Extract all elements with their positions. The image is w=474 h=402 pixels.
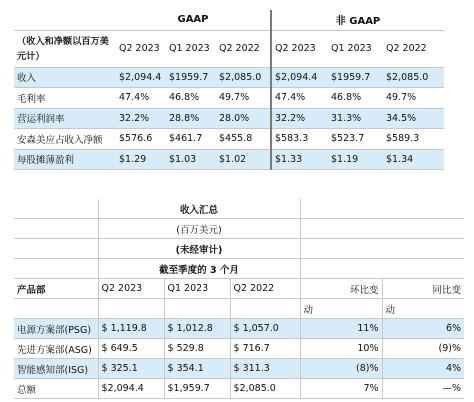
cell: $1959.7 xyxy=(328,67,383,88)
row-label: 总额 xyxy=(14,379,98,399)
cell: $1959.7 xyxy=(166,67,216,88)
unit-row xyxy=(14,219,464,239)
column-header: Q1 2023 xyxy=(166,30,216,67)
revenue-summary-table xyxy=(14,199,464,399)
row-label: 毛利率 xyxy=(14,88,116,109)
cell: 49.7% xyxy=(383,88,444,109)
cell: $2,094.4 xyxy=(116,67,166,88)
cell: $1.19 xyxy=(328,149,383,170)
column-header: Q2 2022 xyxy=(383,30,444,67)
cell: $ 1,012.8 xyxy=(164,319,230,339)
column-header: Q1 2023 xyxy=(164,279,230,299)
row-label: 营运利润率 xyxy=(14,108,116,129)
cell: 32.2% xyxy=(116,108,166,129)
cell: $1.33 xyxy=(271,149,328,170)
column-header: Q2 2023 xyxy=(271,30,328,67)
column-header: Q2 2022 xyxy=(216,30,271,67)
cell: 46.8% xyxy=(166,88,216,109)
financial-summary-table xyxy=(14,10,444,170)
qoq-header: 环比变 xyxy=(300,279,382,299)
cell: 11% xyxy=(300,319,382,339)
unit-label: （收入和净额以百万美元计） xyxy=(14,30,116,67)
unaudited-label: (未经审计) xyxy=(98,239,300,259)
group-header-row xyxy=(14,10,444,30)
table-row xyxy=(14,129,444,150)
cell: 28.8% xyxy=(166,108,216,129)
cell: 7% xyxy=(300,379,382,399)
cell: $2,094.4 xyxy=(98,379,164,399)
cell: 46.8% xyxy=(328,88,383,109)
cell: $576.6 xyxy=(116,129,166,150)
title-row xyxy=(14,199,464,219)
column-header-row xyxy=(14,279,464,299)
row-label: 每股摊薄盈利 xyxy=(14,149,116,170)
cell: $1.02 xyxy=(216,149,271,170)
unit-label: (百万美元) xyxy=(98,219,300,239)
cell: 31.3% xyxy=(328,108,383,129)
cell: 28.0% xyxy=(216,108,271,129)
cell: $ 325.1 xyxy=(98,359,164,379)
cell: $461.7 xyxy=(166,129,216,150)
table-title: 收入汇总 xyxy=(98,199,300,219)
cell: $1,959.7 xyxy=(164,379,230,399)
cell: $ 311.3 xyxy=(230,359,300,379)
column-header: Q1 2023 xyxy=(328,30,383,67)
cell: $589.3 xyxy=(383,129,444,150)
column-header: Q2 2022 xyxy=(230,279,300,299)
cell: $1.34 xyxy=(383,149,444,170)
row-label: 电源方案部(PSG) xyxy=(14,319,98,339)
qoq-header-cont: 动 xyxy=(300,299,382,319)
column-header-row xyxy=(14,30,444,67)
cell: 6% xyxy=(382,319,464,339)
table-row xyxy=(14,88,444,109)
cell: $455.8 xyxy=(216,129,271,150)
cell: 10% xyxy=(300,339,382,359)
table-row xyxy=(14,339,464,359)
cell: $ 1,057.0 xyxy=(230,319,300,339)
nongaap-group-header: 非 GAAP xyxy=(271,10,444,30)
table-row xyxy=(14,108,444,129)
header-continuation-row xyxy=(14,299,464,319)
table-row xyxy=(14,67,444,88)
cell: 34.5% xyxy=(383,108,444,129)
cell: $1.03 xyxy=(166,149,216,170)
column-header: Q2 2023 xyxy=(116,30,166,67)
cell: $ 529.8 xyxy=(164,339,230,359)
period-label: 截至季度的 3 个月 xyxy=(98,259,300,279)
row-label: 安森美应占收入净额 xyxy=(14,129,116,150)
cell: $2,085.0 xyxy=(383,67,444,88)
column-header: Q2 2023 xyxy=(98,279,164,299)
cell: —% xyxy=(382,379,464,399)
product-header: 产品部 xyxy=(14,279,98,299)
cell: 49.7% xyxy=(216,88,271,109)
gaap-group-header: GAAP xyxy=(116,10,271,30)
cell: 47.4% xyxy=(271,88,328,109)
cell: 47.4% xyxy=(116,88,166,109)
cell: $ 1,119.8 xyxy=(98,319,164,339)
cell: (8)% xyxy=(300,359,382,379)
unaudited-row xyxy=(14,239,464,259)
table-row xyxy=(14,379,464,399)
period-row xyxy=(14,259,464,279)
cell: $523.7 xyxy=(328,129,383,150)
cell: $ 716.7 xyxy=(230,339,300,359)
cell: $2,085.0 xyxy=(230,379,300,399)
cell: (9)% xyxy=(382,339,464,359)
cell: 32.2% xyxy=(271,108,328,129)
cell: 4% xyxy=(382,359,464,379)
row-label: 先进方案部(ASG) xyxy=(14,339,98,359)
row-label: 智能感知部(ISG) xyxy=(14,359,98,379)
row-label: 收入 xyxy=(14,67,116,88)
yoy-header-cont: 动 xyxy=(382,299,464,319)
cell: $583.3 xyxy=(271,129,328,150)
table-row xyxy=(14,149,444,170)
cell: $ 354.1 xyxy=(164,359,230,379)
table-row xyxy=(14,359,464,379)
yoy-header: 同比变 xyxy=(382,279,464,299)
table-row xyxy=(14,319,464,339)
cell: $1.29 xyxy=(116,149,166,170)
cell: $2,094.4 xyxy=(271,67,328,88)
cell: $ 649.5 xyxy=(98,339,164,359)
cell: $2,085.0 xyxy=(216,67,271,88)
